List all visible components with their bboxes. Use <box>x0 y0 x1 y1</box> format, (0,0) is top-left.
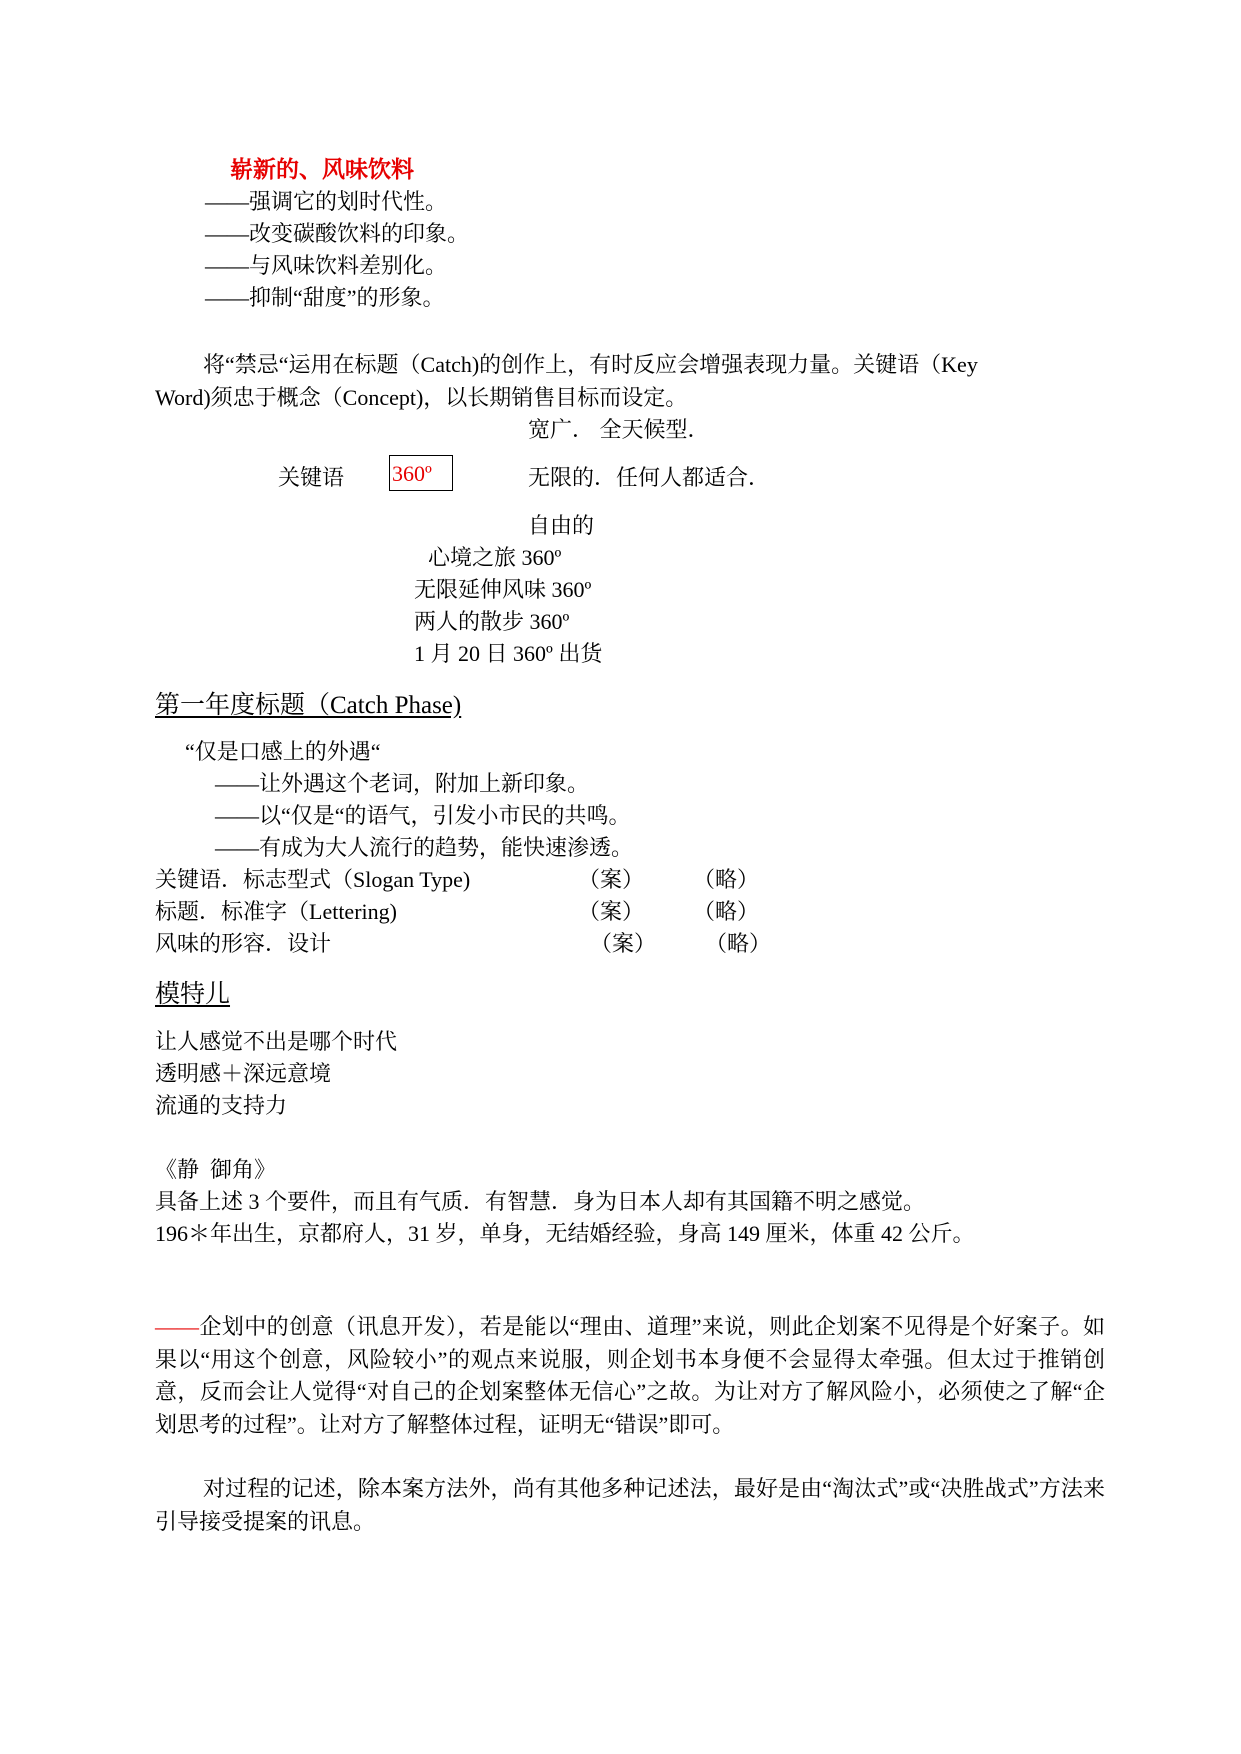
keyword-example: 无限延伸风味 360º <box>414 577 592 602</box>
intro-line-1: 将“禁忌“运用在标题（Catch)的创作上，有时反应会增强表现力量。关键语（Key <box>203 352 978 377</box>
intro-line-2: Word)须忠于概念（Concept)，以长期销售目标而设定。 <box>155 385 688 410</box>
closing-paragraph-2: 对过程的记述，除本案方法外，尚有其他多种记述法，最好是由“淘汰式”或“决胜战式”方法来引导接受提案的讯息。 <box>155 1476 1105 1534</box>
catch-phase-quote: “仅是口感上的外遇“ <box>185 739 381 764</box>
list-item: ——强调它的划时代性。 <box>205 189 448 214</box>
closing-paragraph <box>155 1311 1105 1441</box>
table-row-label: 标题．标准字（Lettering) <box>155 899 397 924</box>
keyword-example: 心境之旅 360º <box>428 545 562 570</box>
model-line: 让人感觉不出是哪个时代 <box>155 1029 398 1054</box>
section-title: 崭新的、风味饮料 <box>230 157 414 182</box>
keyword-box <box>389 455 453 491</box>
model-name: 《静 御角》 <box>155 1157 277 1182</box>
red-dash: —— <box>155 1314 199 1339</box>
table-row-label: 关键语．标志型式（Slogan Type) <box>155 867 471 892</box>
list-item: ——抑制“甜度”的形象。 <box>205 285 445 310</box>
keyword-meaning: 自由的 <box>528 513 595 538</box>
catch-phase-heading: 第一年度标题（Catch Phase) <box>155 692 462 719</box>
table-row-omit: （略） <box>705 931 772 956</box>
table-row-label: 风味的形容．设计 <box>155 931 332 956</box>
list-item: ——有成为大人流行的趋势，能快速渗透。 <box>215 835 634 860</box>
table-row-plan: （案） <box>590 931 657 956</box>
closing-text: 企划中的创意（讯息开发），若是能以“理由、道理”来说，则此企划案不见得是个好案子。如果以“用这个创意，风险较小”的观点来说服，则企划书本身便不会显得太牵强。但太过于推销创意，反而会让人觉得“对自己的企划案整体无信心”之故。为让对方了解风险小，必须使之了解“企划思考的过程”。让对方了解整体过程，证明无“错误”即可。 <box>155 1314 1105 1437</box>
model-desc: 196＊年出生，京都府人，31 岁，单身，无结婚经验，身高 149 厘米，体重 42 公斤。 <box>155 1221 975 1246</box>
table-row-plan: （案） <box>578 867 645 892</box>
list-item: ——以“仅是“的语气，引发小市民的共鸣。 <box>215 803 631 828</box>
keyword-example: 1 月 20 日 360º 出货 <box>414 641 603 666</box>
keyword-meaning: 宽广． 全天候型． <box>528 417 710 442</box>
list-item: ——与风味饮料差别化。 <box>205 253 448 278</box>
model-line: 透明感＋深远意境 <box>155 1061 332 1086</box>
table-row-plan: （案） <box>578 899 645 924</box>
table-row-omit: （略） <box>693 867 760 892</box>
keyword-example: 两人的散步 360º <box>414 609 570 634</box>
table-row-omit: （略） <box>693 899 760 924</box>
list-item: ——让外遇这个老词，附加上新印象。 <box>215 771 590 796</box>
keyword-label: 关键语 <box>278 465 345 490</box>
model-heading: 模特儿 <box>155 981 231 1008</box>
list-item: ——改变碳酸饮料的印象。 <box>205 221 470 246</box>
keyword-value: 360º <box>392 461 432 486</box>
keyword-meaning: 无限的．任何人都适合． <box>528 465 771 490</box>
model-desc: 具备上述 3 个要件，而且有气质．有智慧．身为日本人却有其国籍不明之感觉。 <box>155 1189 926 1214</box>
model-line: 流通的支持力 <box>155 1093 288 1118</box>
